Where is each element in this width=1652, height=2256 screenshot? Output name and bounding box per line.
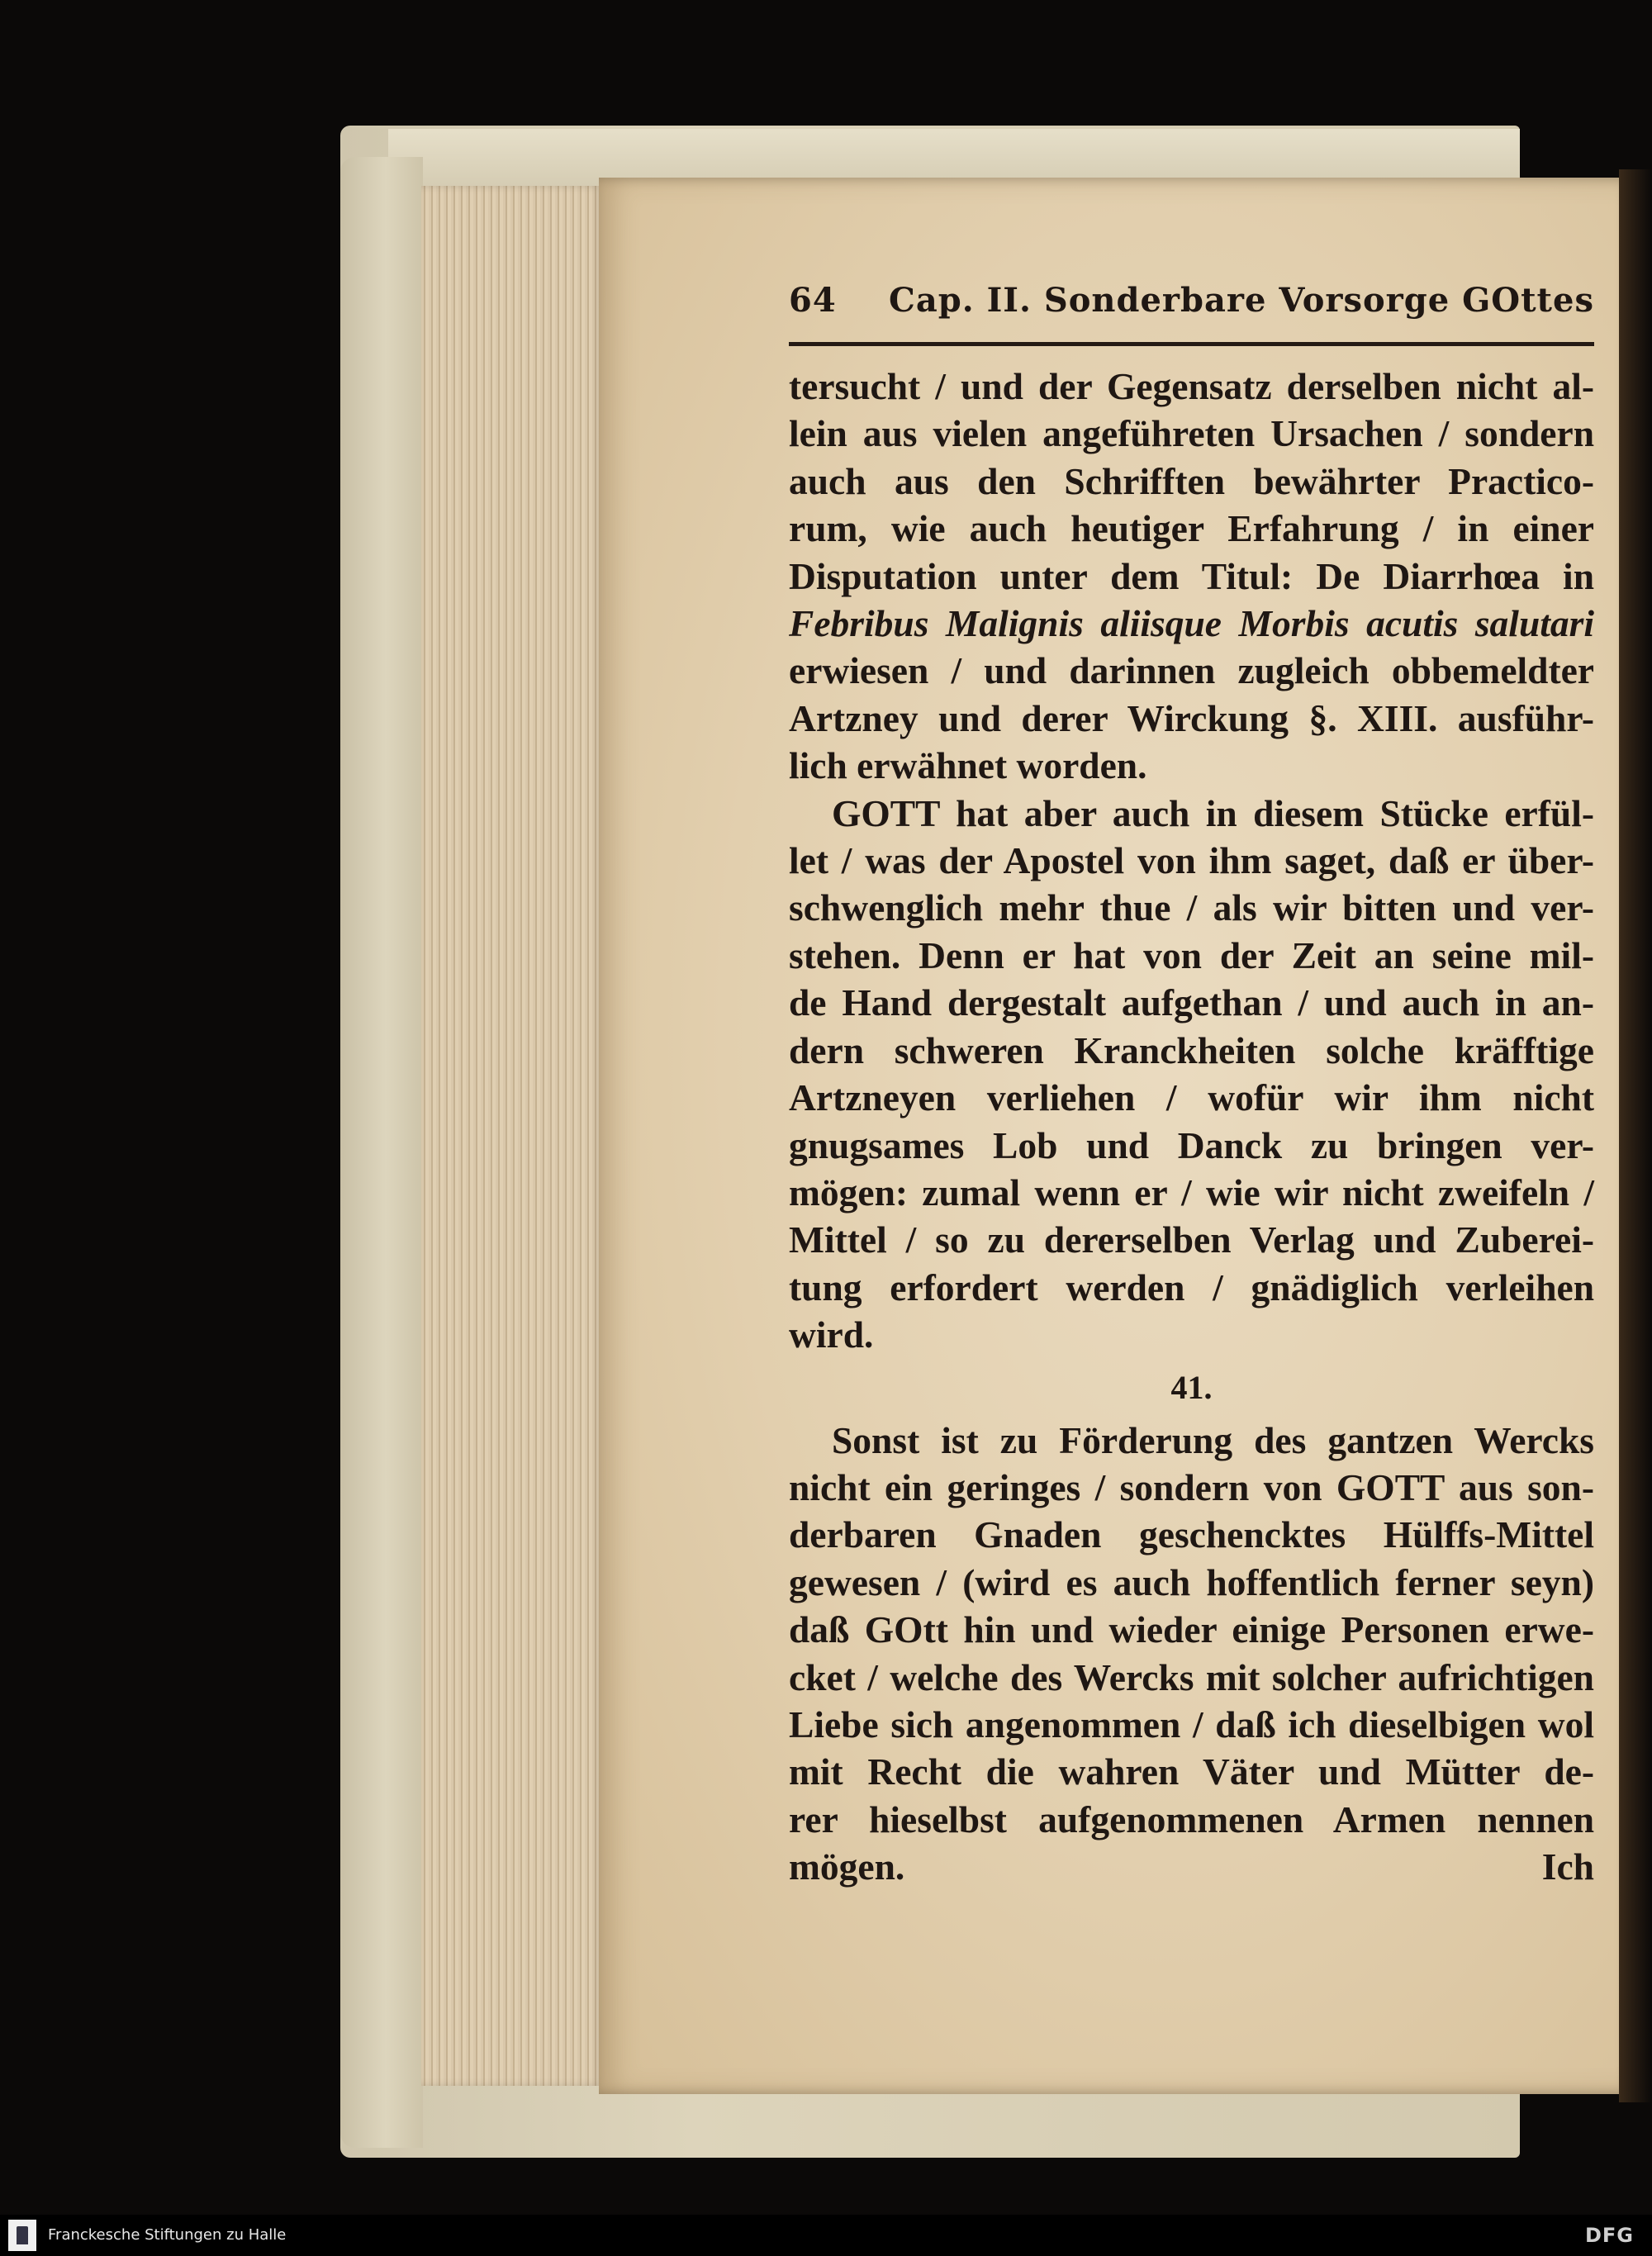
- paragraph-1: [789, 363, 1594, 790]
- running-title: Cap. II. Sonderbare Vorsorge GOttes: [889, 281, 1594, 320]
- text-line: Artzneyen verliehen / wofür wir ihm nicht: [789, 1076, 1594, 1119]
- paragraph-2: [789, 790, 1594, 1359]
- text-line: cket / welche des Wercks mit solcher aufrichtigen: [789, 1655, 1594, 1698]
- text-line: Sonst ist zu Förderung des gantzen Wercks: [832, 1418, 1594, 1461]
- page-number: 64: [789, 281, 837, 320]
- text-line: Artzney und derer Wirckung §. XIII. ausführ-: [789, 696, 1594, 739]
- text-line: GOTT hat aber auch in diesem Stücke erfül-: [832, 791, 1594, 834]
- text-line: lich erwähnet worden.: [789, 744, 1147, 787]
- text-line: Disputation unter dem Titul: De Diarrhœa in: [789, 554, 1594, 597]
- text-line: Mittel / so zu dererselben Verlag und Zuberei-: [789, 1218, 1594, 1261]
- text-line: tung erfordert werden / gnädiglich verleihen: [789, 1266, 1594, 1308]
- text-line: gnugsames Lob und Danck zu bringen ver-: [789, 1123, 1594, 1166]
- text-line: derbaren Gnaden geschencktes Hülffs-Mittel: [789, 1513, 1594, 1556]
- institution-name: Franckesche Stiftungen zu Halle: [48, 2226, 287, 2244]
- page-text-block: [789, 281, 1594, 1891]
- text-line: let / was der Apostel von ihm saget, daß er über-: [789, 839, 1594, 882]
- book-binding: [340, 157, 423, 2148]
- text-line: mit Recht die wahren Väter und Mütter de-: [789, 1750, 1594, 1793]
- text-line: rum, wie auch heutiger Erfahrung / in einer: [789, 507, 1594, 550]
- text-line: nicht ein geringes / sondern von GOTT aus son-: [789, 1465, 1594, 1508]
- text-line: schwenglich mehr thue / als wir bitten und ver-: [789, 886, 1594, 929]
- running-header: [789, 281, 1594, 339]
- text-line: Liebe sich angenommen / daß ich dieselbigen wol: [789, 1703, 1594, 1745]
- section-number: 41.: [1170, 1368, 1213, 1406]
- page-edges: [421, 186, 605, 2086]
- text-line: stehen. Denn er hat von der Zeit an seine mil-: [789, 933, 1594, 976]
- institution-logo-icon: [8, 2220, 36, 2251]
- text-line: de Hand dergestalt aufgethan / und auch in an-: [789, 981, 1594, 1024]
- header-rule: [789, 342, 1594, 346]
- text-line: dern schweren Kranckheiten solche kräfftige: [789, 1028, 1594, 1071]
- text-line-latin: Febribus Malignis aliisque Morbis acutis salutari: [789, 602, 1594, 645]
- page-edge-shadow: [1619, 169, 1652, 2102]
- text-line: erwiesen / und darinnen zugleich obbemeldter: [789, 649, 1594, 692]
- text-line: wird.: [789, 1313, 874, 1356]
- catchword: Ich: [1541, 1845, 1594, 1888]
- text-line: tersucht / und der Gegensatz derselben nicht al-: [789, 365, 1594, 407]
- paragraph-3: [789, 1417, 1594, 1891]
- text-line: daß GOtt hin und wieder einige Personen erwe-: [789, 1608, 1594, 1651]
- text-line-end: mögen.: [789, 1845, 905, 1888]
- text-line: rer hieselbst aufgenommenen Armen nennen: [789, 1798, 1594, 1840]
- text-line: mögen: zumal wenn er / wie wir nicht zweifeln /: [789, 1171, 1594, 1213]
- last-line-with-catchword: [789, 1843, 1594, 1890]
- dfg-logo: DFG: [1584, 2224, 1634, 2247]
- viewer-footer: [0, 2215, 1652, 2256]
- text-line: lein aus vielen angeführeten Ursachen / sondern: [789, 412, 1594, 455]
- text-line: gewesen / (wird es auch hoffentlich ferner seyn): [789, 1560, 1594, 1603]
- text-line: auch aus den Schrifften bewährter Practico-: [789, 459, 1594, 502]
